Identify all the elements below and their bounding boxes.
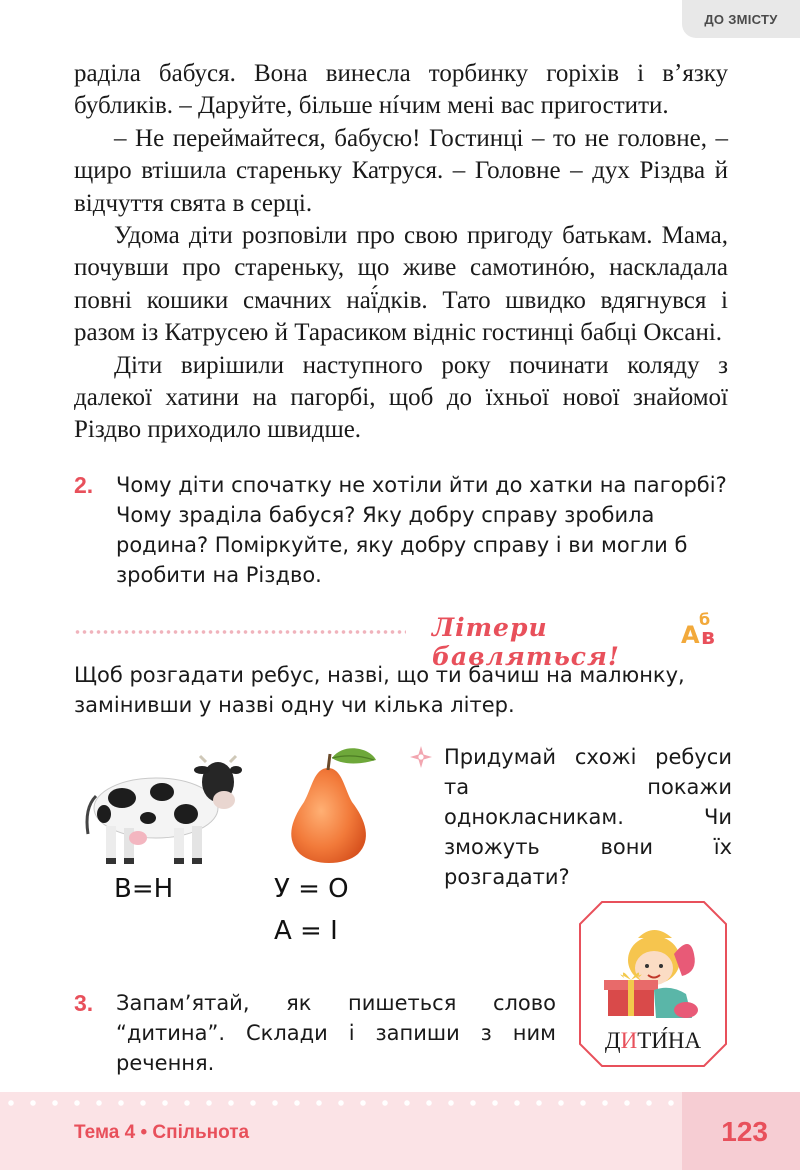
- task-number: 2.: [74, 472, 94, 498]
- story-paragraph: – Не переймайтеся, бабусю! Гостинці – то не головне, – щиро втішила стареньку Катруся. – Головне – дух Різдва й відчуття свята в серці.: [74, 124, 728, 217]
- word-highlight-letter: И: [620, 1028, 638, 1053]
- footer-topic: Тема 4 • Спільнота: [74, 1122, 250, 1143]
- word-card: [578, 900, 728, 1068]
- cow-rule: В=Н: [114, 874, 174, 904]
- star-bullet-icon: [410, 746, 432, 768]
- letters-abv-icon: [679, 607, 729, 647]
- word-dytyna: [578, 1028, 728, 1054]
- story-text: [74, 58, 728, 447]
- word-part: Д: [604, 1028, 621, 1053]
- story-paragraph: Удома діти розповіли про свою пригоду батькам. Мама, почувши про стареньку, що живе самотинóю, наскладала повні кошики смачних наї́дків. Тато швидко вдягнувся і разом із Катрусею й Тарасиком відніс гостинці бабці Оксані.: [74, 222, 728, 347]
- dotted-line: [74, 628, 406, 636]
- table-of-contents-link[interactable]: [682, 0, 800, 38]
- story-paragraph: Діти вирішили наступного року починати коляду з далекої хатини на пагорбі, щоб до їхньої нової знайомої Різдво приходило швидше.: [74, 351, 728, 444]
- task-number: 3.: [74, 990, 94, 1016]
- hint-text: Придумай схожі ребуси та покажи однокласникам. Чи зможуть вони їх розгадати?: [444, 745, 732, 889]
- footer-pattern: [0, 1096, 800, 1112]
- task-text: Чому діти спочатку не хотіли йти до хатки на пагорбі? Чому зраділа бабуся? Яку добру справу зробила родина? Поміркуйте, яку добру справу і ви могли б зробити на Різдво.: [116, 473, 727, 587]
- page-number: 123: [721, 1116, 768, 1147]
- svg-text:б: б: [699, 610, 711, 629]
- pear-rule-2: А = І: [274, 916, 338, 946]
- pear-image: [274, 742, 382, 870]
- task-text: Запамʼятай, як пишеться слово “дитина”. Склади і запиши з ним речення.: [116, 991, 556, 1075]
- hint-block: [410, 742, 732, 892]
- child-with-gift-image: [594, 914, 714, 1024]
- cow-image: [78, 748, 242, 866]
- pear-rule-1: У = О: [274, 874, 349, 904]
- task-3: [74, 988, 556, 1078]
- word-part: ТИ́НА: [637, 1028, 702, 1053]
- rebus-instruction: Щоб розгадати ребус, назві, що ти бачиш на малюнку, замінивши у назві одну чи кілька літер.: [74, 663, 685, 717]
- svg-text:А: А: [681, 621, 700, 647]
- toc-label: ДО ЗМІСТУ: [704, 11, 778, 27]
- section-divider: [74, 610, 724, 671]
- section-title: Літери бавляться!: [432, 613, 620, 671]
- svg-text:в: в: [701, 625, 715, 647]
- story-paragraph: раділа бабуся. Вона винесла торбинку горіхів і вʼязку бубликів. – Даруйте, більше нíчим мені вас пригостити.: [74, 60, 728, 120]
- task-2: [74, 470, 734, 590]
